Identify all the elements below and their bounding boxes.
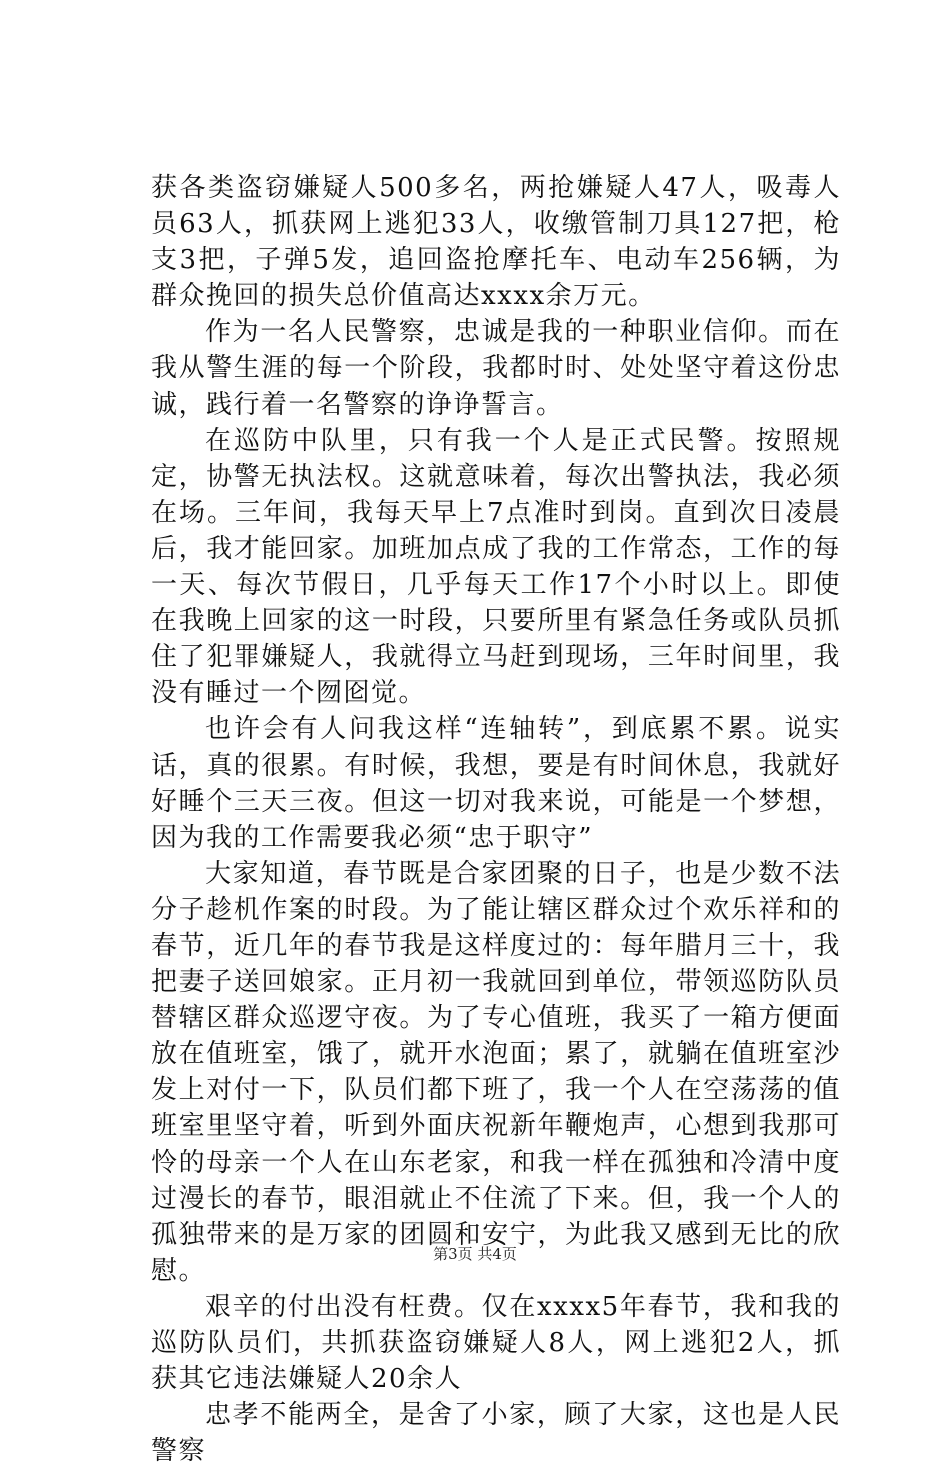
paragraph-1: 获各类盗窃嫌疑人500多名，两抢嫌疑人47人，吸毒人员63人，抓获网上逃犯33人，收缴管制刀具127把，枪支3把，子弹5发，追回盗抢摩托车、电动车256辆，为群众挽回的损失总价值高达xxxx余万元。 [151,173,841,312]
body-text [151,170,841,1469]
paragraph-7: 忠孝不能两全，是舍了小家，顾了大家，这也是人民警察 [151,1400,841,1467]
paragraph-3: 在巡防中队里，只有我一个人是正式民警。按照规定，协警无执法权。这就意味着，每次出警执法，我必须在场。三年间，我每天早上7点准时到岗。直到次日凌晨后，我才能回家。加班加点成了我的工作常态，工作的每一天、每次节假日，几乎每天工作17个小时以上。即使在我晚上回家的这一时段，只要所里有紧急任务或队员抓住了犯罪嫌疑人，我就得立马赶到现场，三年时间里，我没有睡过一个囫囵觉。 [151,425,841,709]
paragraph-6: 艰辛的付出没有枉费。仅在xxxx5年春节，我和我的巡防队员们，共抓获盗窃嫌疑人8人，网上逃犯2人，抓获其它违法嫌疑人20余人 [151,1291,841,1395]
paragraph-4: 也许会有人问我这样“连轴转”，到底累不累。说实话，真的很累。有时候，我想，要是有时间休息，我就好好睡个三天三夜。但这一切对我来说，可能是一个梦想，因为我的工作需要我必须“忠于职守” [151,714,841,853]
paragraph-2: 作为一名人民警察，忠诚是我的一种职业信仰。而在我从警生涯的每一个阶段，我都时时、处处坚守着这份忠诚，践行着一名警察的诤诤誓言。 [151,317,841,420]
paragraph-5: 大家知道，春节既是合家团聚的日子，也是少数不法分子趁机作案的时段。为了能让辖区群众过个欢乐祥和的春节，近几年的春节我是这样度过的：每年腊月三十，我把妻子送回娘家。正月初一我就回到单位，带领巡防队员替辖区群众巡逻守夜。为了专心值班，我买了一箱方便面放在值班室，饿了，就开水泡面；累了，就躺在值班室沙发上对付一下，队员们都下班了，我一个人在空荡荡的值班室里坚守着，听到外面庆祝新年鞭炮声，心想到我那可怜的母亲一个人在山东老家，和我一样在孤独和冷清中度过漫长的春节，眼泪就止不住流了下来。但，我一个人的孤独带来的是万家的团圆和安宁，为此我又感到无比的欣慰。 [151,858,841,1286]
page-number-footer: 第3页 共4页 [433,1245,517,1263]
